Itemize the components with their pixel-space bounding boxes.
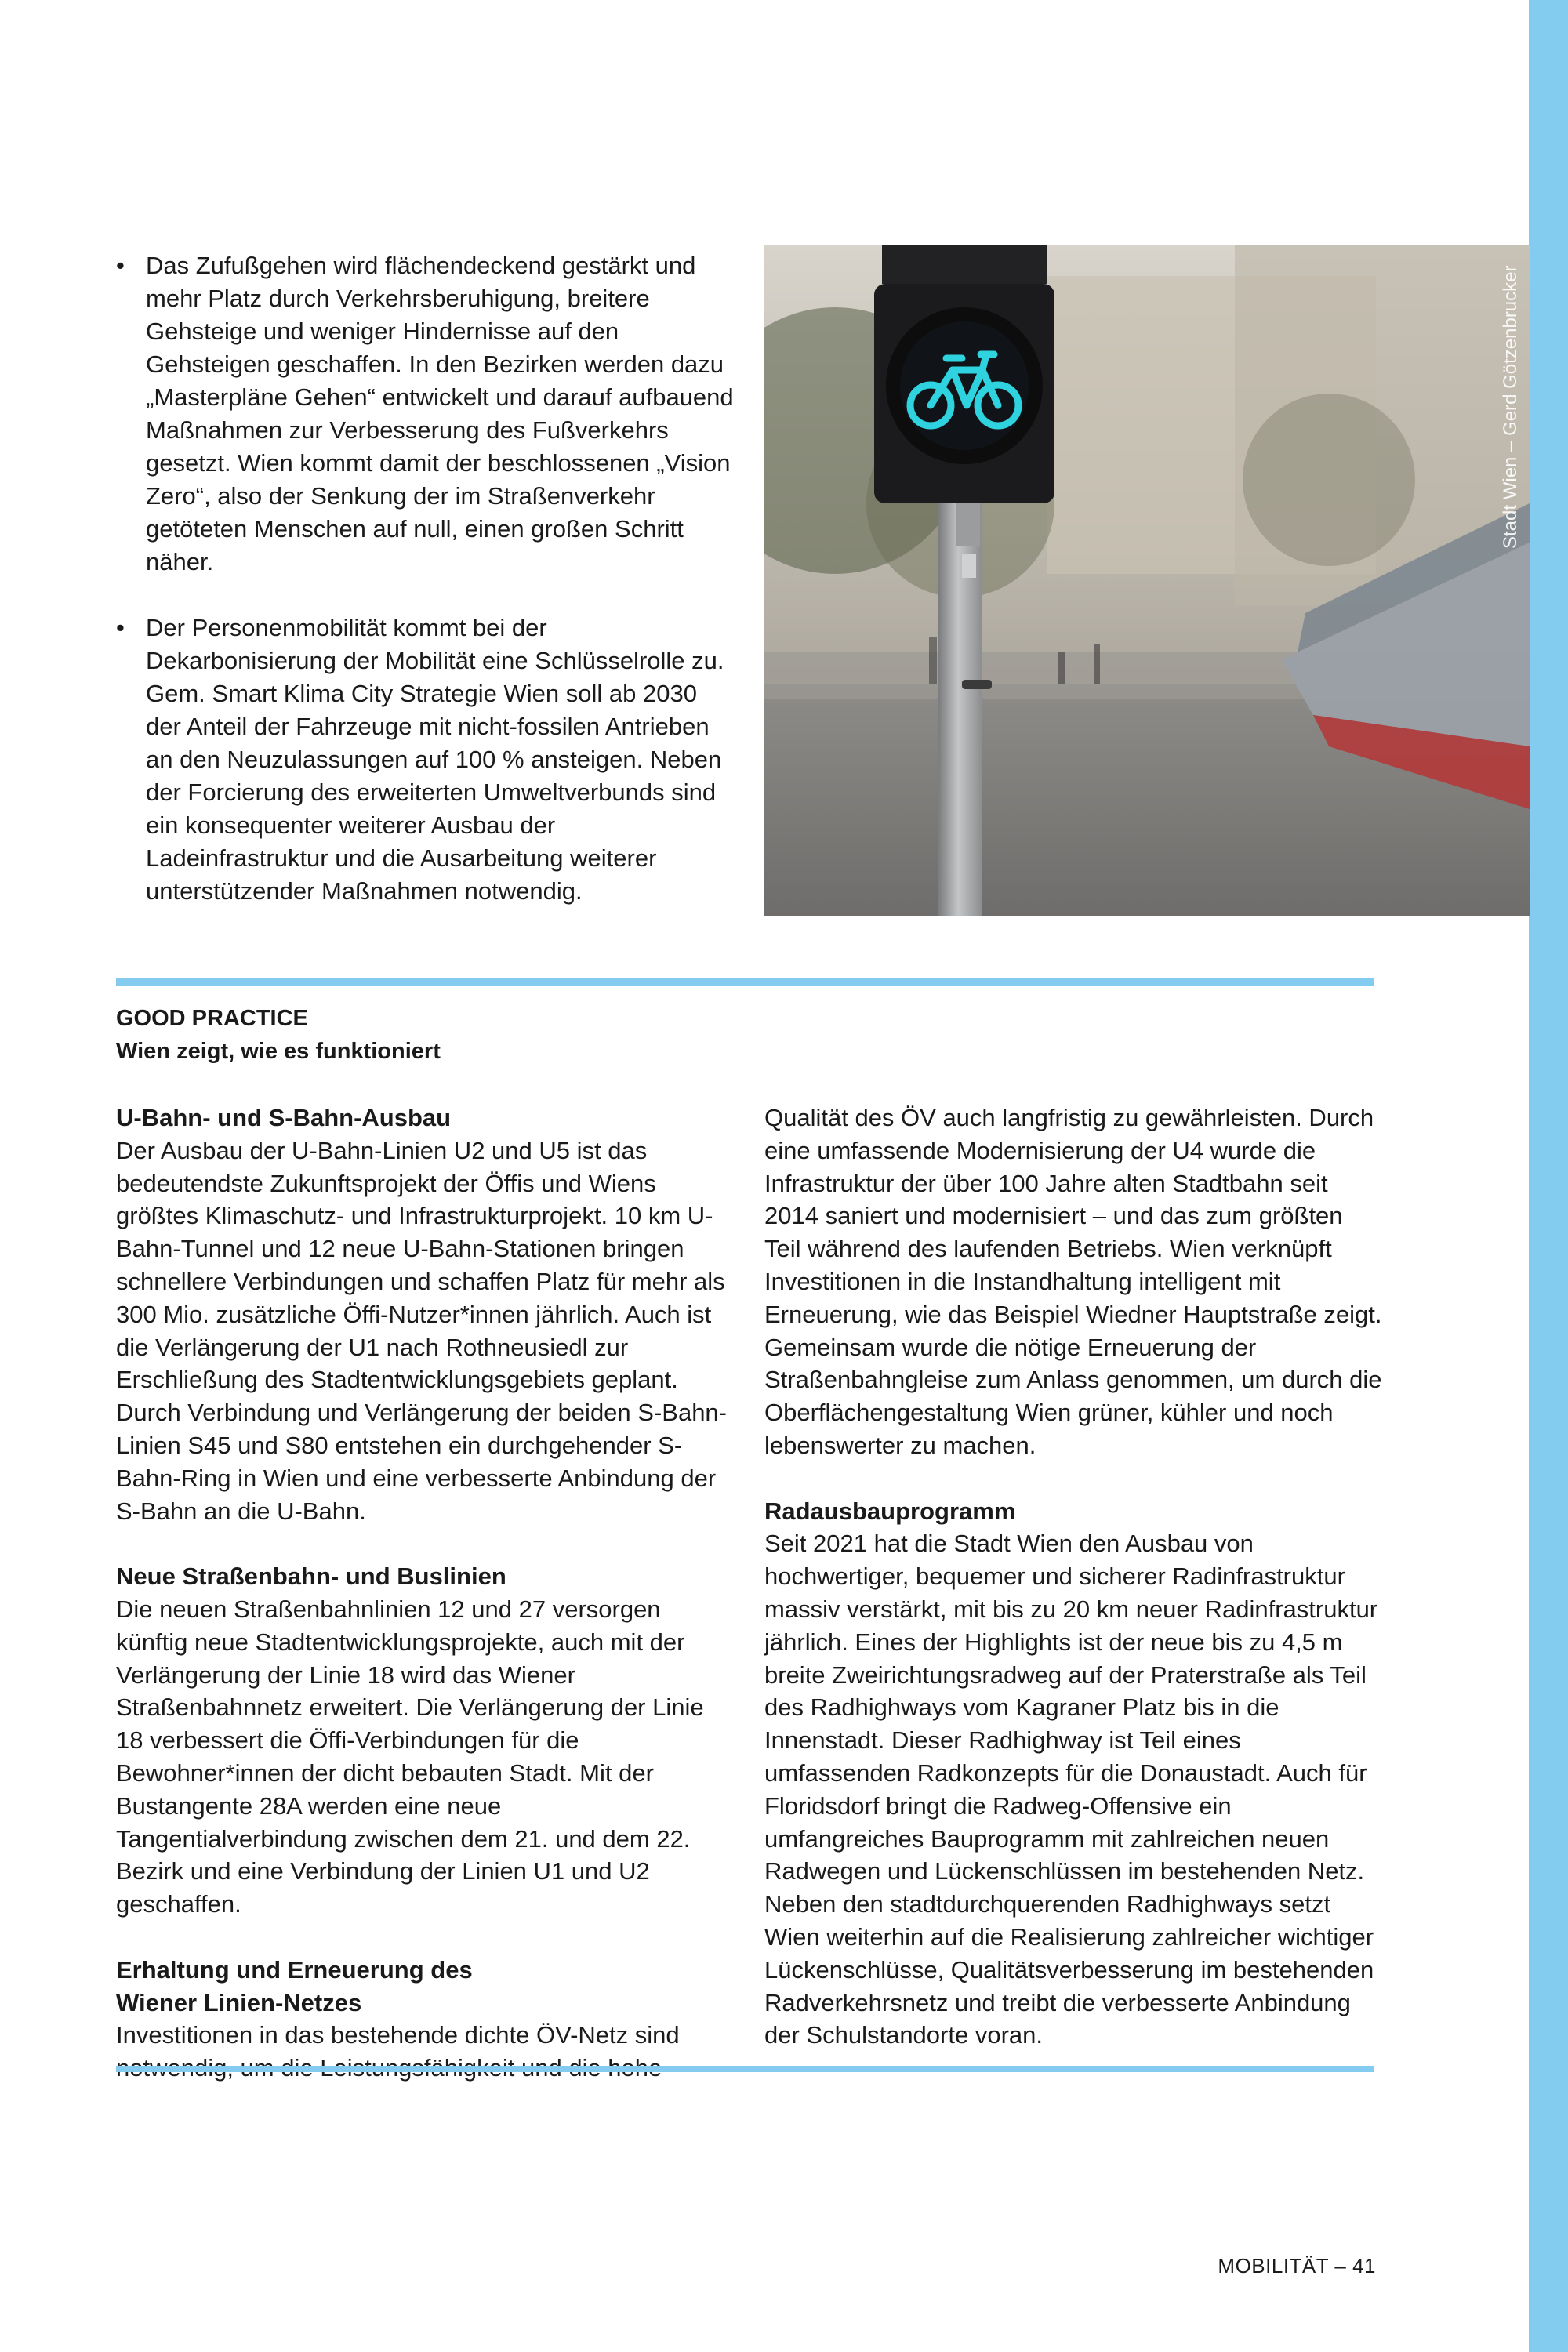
- good-practice-label: GOOD PRACTICE: [116, 1006, 308, 1031]
- section-divider-top: [116, 978, 1374, 986]
- bullet-dot: •: [116, 252, 125, 279]
- section-heading: U-Bahn- und S-Bahn-Ausbau: [116, 1104, 452, 1131]
- bullet-list: [116, 249, 735, 941]
- page-footer: MOBILITÄT – 41: [1218, 2254, 1376, 2278]
- section-text: Qualität des ÖV auch langfristig zu gewährleisten. Durch eine umfassende Modernisierung der U4 wurde die Infrastruktur der über 100 Jahre alten Stadtbahn seit 2014 saniert und modernisiert – und das zum größten Teil während des laufenden Betriebs. Wien verknüpft Investitionen in die Instandhaltung intelligent mit Erneuerung, wie das Beispiel Wiedner Hauptstraße zeigt. Gemeinsam wurde die nötige Erneuerung der Straßenbahngleise zum Anlass genommen, um durch die Oberflächengestaltung Wien grüner, kühler und noch lebenswerter zu machen.: [764, 1104, 1382, 1459]
- left-column: [116, 1102, 735, 2085]
- section-text: Investitionen in das bestehende dichte ÖV-Netz sind: [116, 2021, 680, 2049]
- good-practice-subtitle: Wien zeigt, wie es funktioniert: [116, 1039, 441, 1064]
- section-text: Die neuen Straßenbahnlinien 12 und 27 versorgen künftig neue Stadtentwicklungsprojekte, auch mit der Verlängerung der Linie 18 wird das Wiener Straßenbahnnetz erweitert. Die Verlängerung der Linie 18 verbessert die Öffi-Verbindungen für die Bewohner*innen der dicht bebauten Stadt. Mit der Bustangente 28A werden eine neue Tangentialverbindung zwischen dem 21. und dem 22. Bezirk und eine Verbindung der Linien U1 und U2 geschaffen.: [116, 1595, 704, 1918]
- section-heading: Radausbauprogramm: [764, 1497, 1016, 1525]
- bullet-text: Das Zufußgehen wird flächendeckend gestärkt und mehr Platz durch Verkehrsberuhigung, breitere Gehsteige und weniger Hindernisse auf den Gehsteigen geschaffen. In den Bezirken werden dazu „Masterpläne Gehen“ entwickelt und darauf aufbauend Maßnahmen zur Verbesserung des Fußverkehrs gesetzt. Wien kommt damit der beschlossenen „Vision Zero“, also der Senkung der im Straßenverkehr getöteten Menschen auf null, einen großen Schritt näher.: [146, 252, 734, 575]
- traffic-light-photo: [764, 245, 1530, 916]
- good-practice-header: [116, 1002, 441, 1068]
- right-column: [764, 1102, 1384, 2052]
- section-divider-bottom: [116, 2066, 1374, 2072]
- bullet-text: Der Personenmobilität kommt bei der Dekarbonisierung der Mobilität eine Schlüsselrolle zu. Gem. Smart Klima City Strategie Wien soll ab 2030 der Anteil der Fahrzeuge mit nicht-fossilen Antrieben an den Neuzulassungen auf 100 % ansteigen. Neben der Forcierung des erweiterten Umweltverbunds sind ein konsequenter weiterer Ausbau der Ladeinfrastruktur und die Ausarbeitung weiterer unterstützender Maßnahmen notwendig.: [146, 614, 724, 905]
- photo-credit: Stadt Wien – Gerd Götzenbrucker: [1500, 265, 1521, 549]
- section-text: Der Ausbau der U-Bahn-Linien U2 und U5 ist das bedeutendste Zukunftsprojekt der Öffis und Wiens größtes Klimaschutz- und Infrastrukturprojekt. 10 km U-Bahn-Tunnel und 12 neue U-Bahn-Stationen bringen schnellere Verbindungen und schaffen Platz für mehr als 300 Mio. zusätzliche Öffi-Nutzer*innen jährlich. Auch ist die Verlängerung der U1 nach Rothneusiedl zur Erschließung des Stadtentwicklungsgebiets geplant. Durch Verbindung und Verlängerung der beiden S-Bahn-Linien S45 und S80 entstehen ein durchgehender S-Bahn-Ring in Wien und eine verbesserte Anbindung der S-Bahn an die U-Bahn.: [116, 1136, 727, 1525]
- list-item: [116, 612, 735, 908]
- section-heading: Erhaltung und Erneuerung des: [116, 1955, 473, 1984]
- bullet-dot: •: [116, 614, 125, 641]
- bicycle-signal-illustration: [764, 245, 1530, 916]
- section-heading: Neue Straßenbahn- und Buslinien: [116, 1563, 506, 1591]
- section-heading: Wiener Linien-Netzes: [116, 1988, 362, 2016]
- side-accent-bar: [1529, 0, 1568, 2352]
- section-text: Seit 2021 hat die Stadt Wien den Ausbau von hochwertiger, bequemer und sicherer Radinfrastruktur massiv verstärkt, mit bis zu 20 km neuer Radinfrastruktur jährlich. Eines der Highlights ist der neue bis zu 4,5 m breite Zweirichtungsradweg auf der Praterstraße als Teil des Radhighways vom Kagraner Platz bis in die Innenstadt. Dieser Radhighway ist Teil eines umfassenden Radkonzepts für die Donaustadt. Auch für Floridsdorf bringt die Radweg-Offensive ein umfangreiches Bauprogramm mit zahlreichen neuen Radwegen und Lückenschlüssen im bestehenden Netz. Neben den stadtdurchquerenden Radhighways setzt Wien weiterhin auf die Realisierung zahlreicher wichtiger Lückenschlüsse, Qualitätsverbesserung im bestehenden Radverkehrsnetz und treibt die verbesserte Anbindung der Schulstandorte voran.: [764, 1530, 1378, 2049]
- list-item: [116, 249, 735, 579]
